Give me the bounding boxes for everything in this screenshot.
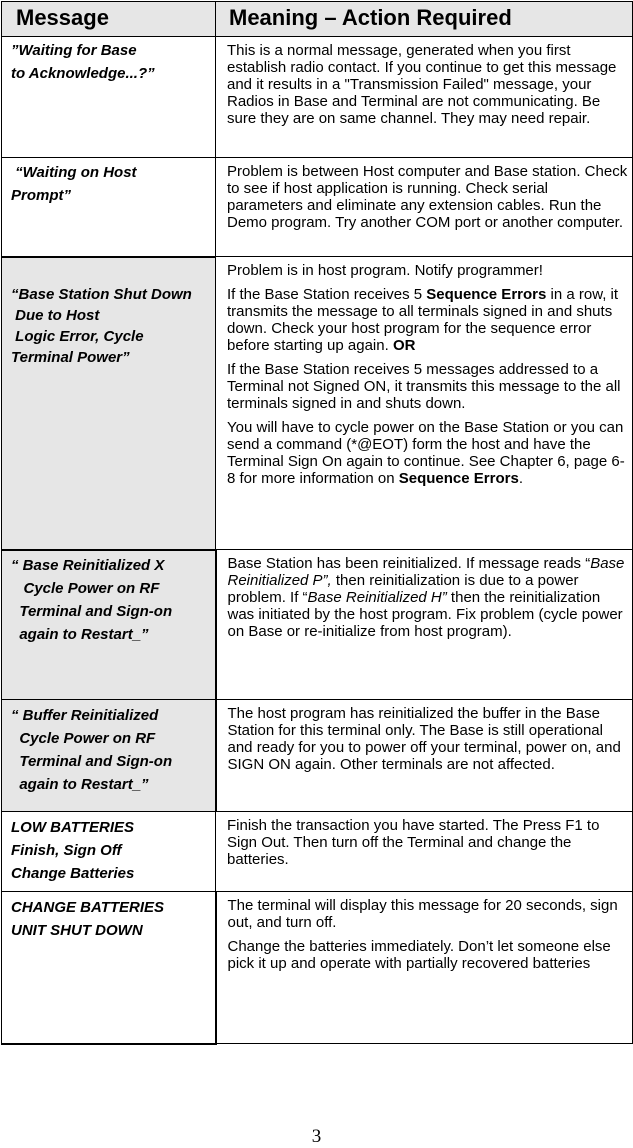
message-line: to Acknowledge...?”: [11, 65, 155, 82]
meaning-text: [227, 419, 628, 487]
message-cell: [2, 550, 216, 700]
message-line: CHANGE BATTERIES: [11, 899, 165, 916]
meaning-text: Problem is between Host computer and Base station. Check to see if host application is running. Check serial parameters and eliminate any extension cables. Run the Demo program. Try another COM port or another computer.: [227, 163, 628, 231]
meaning-text-italic: Base Reinitialized P”,: [227, 555, 625, 589]
message-cell: [2, 700, 216, 812]
message-line: “Base Station Shut Down: [11, 285, 192, 303]
meaning-text-part: You will have to cycle power on the Base Station or you can send a command (*@EOT) form the host and have the Terminal Sign On again to continue. See Chapter 6, page 6-8 for more information on: [227, 419, 625, 487]
meaning-text: The terminal will display this message for 20 seconds, sign out, and turn off.: [227, 897, 618, 931]
message-line: Logic Error, Cycle: [11, 327, 144, 345]
meaning-text-part: in a row, it transmits the message to all terminals signed in and shuts down. Check your host program for the sequence error before starting up again.: [227, 286, 619, 354]
message-line: ”Waiting for Base: [11, 42, 137, 59]
table-row: [2, 158, 633, 257]
message-line: “Waiting on Host: [11, 164, 137, 181]
table-row: [2, 812, 633, 892]
meaning-text: Problem is in host program. Notify programmer!: [227, 262, 543, 279]
message-line: Terminal and Sign-on: [11, 753, 173, 770]
message-line: LOW BATTERIES: [11, 819, 135, 836]
message-cell: [2, 812, 216, 892]
meaning-text-part: If the Base Station receives 5: [227, 286, 427, 303]
message-line: Cycle Power on RF: [11, 579, 160, 597]
meaning-text: [228, 555, 629, 640]
message-line: Change Batteries: [11, 865, 135, 882]
meaning-text: If the Base Station receives 5 messages addressed to a Terminal not Signed ON, it transmits this message to the all terminals signed in and shuts down.: [227, 361, 621, 412]
sequence-errors-term: Sequence Errors: [398, 470, 519, 487]
sequence-errors-term: Sequence Errors: [426, 286, 547, 303]
meaning-cell: [216, 550, 633, 700]
meaning-text: Finish the transaction you have started. The Press F1 to Sign Out. Then turn off the Terminal and change the batteries.: [227, 817, 600, 868]
meaning-text-part: then the reinitialization was initiated by the host program. Fix problem (cycle power on Base or re-initialize from host program).: [227, 589, 623, 640]
table-row: [2, 892, 633, 1044]
meaning-text: [227, 286, 628, 354]
meaning-text-part: Base Station has been reinitialized. If message reads “: [227, 555, 591, 572]
meaning-text-part: then reinitialization is due to a power problem. If “: [227, 572, 579, 606]
meaning-text: This is a normal message, generated when you first establish radio contact. If you continue to get this message and it results in a "Transmission Failed" message, your Radios in Base and Terminal are not communicating. Be sure they are on same channel. They may need repair.: [227, 42, 617, 127]
header-message: Message: [2, 2, 216, 37]
header-meaning: Meaning – Action Required: [216, 2, 633, 37]
meaning-cell: [216, 158, 633, 257]
table-row: [2, 37, 633, 158]
meaning-text-italic: Base Reinitialized H”: [307, 589, 447, 606]
meaning-cell: [216, 257, 633, 550]
message-line: Terminal and Sign-on: [11, 602, 173, 620]
message-line: Prompt”: [11, 187, 71, 204]
message-cell: [2, 37, 216, 158]
meaning-text-part: .: [518, 470, 523, 487]
table-header-row: [2, 2, 633, 37]
message-line: again to Restart_”: [11, 776, 149, 793]
table-row: [2, 550, 633, 700]
message-cell: [2, 257, 216, 550]
messages-table: [1, 1, 633, 1045]
message-line: Cycle Power on RF: [11, 730, 156, 747]
meaning-text: Change the batteries immediately. Don’t let someone else pick it up and operate with partially recovered batteries: [227, 938, 611, 972]
message-line: “ Buffer Reinitialized: [11, 707, 159, 724]
meaning-text: The host program has reinitialized the buffer in the Base Station for this terminal only. The Base is still operational and ready for you to power off your terminal, power on, and SIGN ON again. Other terminals are not affected.: [227, 705, 621, 773]
table-row: [2, 700, 633, 812]
message-cell: [2, 158, 216, 257]
message-cell: [2, 892, 216, 1044]
meaning-cell: [216, 700, 633, 812]
message-line: UNIT SHUT DOWN: [11, 922, 143, 939]
meaning-cell: [216, 812, 633, 892]
message-line: Due to Host: [11, 306, 100, 324]
page-number: 3: [311, 1126, 322, 1147]
table-row: [2, 257, 633, 550]
meaning-cell: [216, 37, 633, 158]
or-term: OR: [392, 337, 416, 354]
message-line: again to Restart_”: [11, 625, 149, 643]
message-line: Finish, Sign Off: [11, 842, 122, 859]
meaning-cell: [216, 892, 633, 1044]
message-line: “ Base Reinitialized X: [11, 556, 165, 574]
message-line: Terminal Power”: [11, 348, 130, 366]
